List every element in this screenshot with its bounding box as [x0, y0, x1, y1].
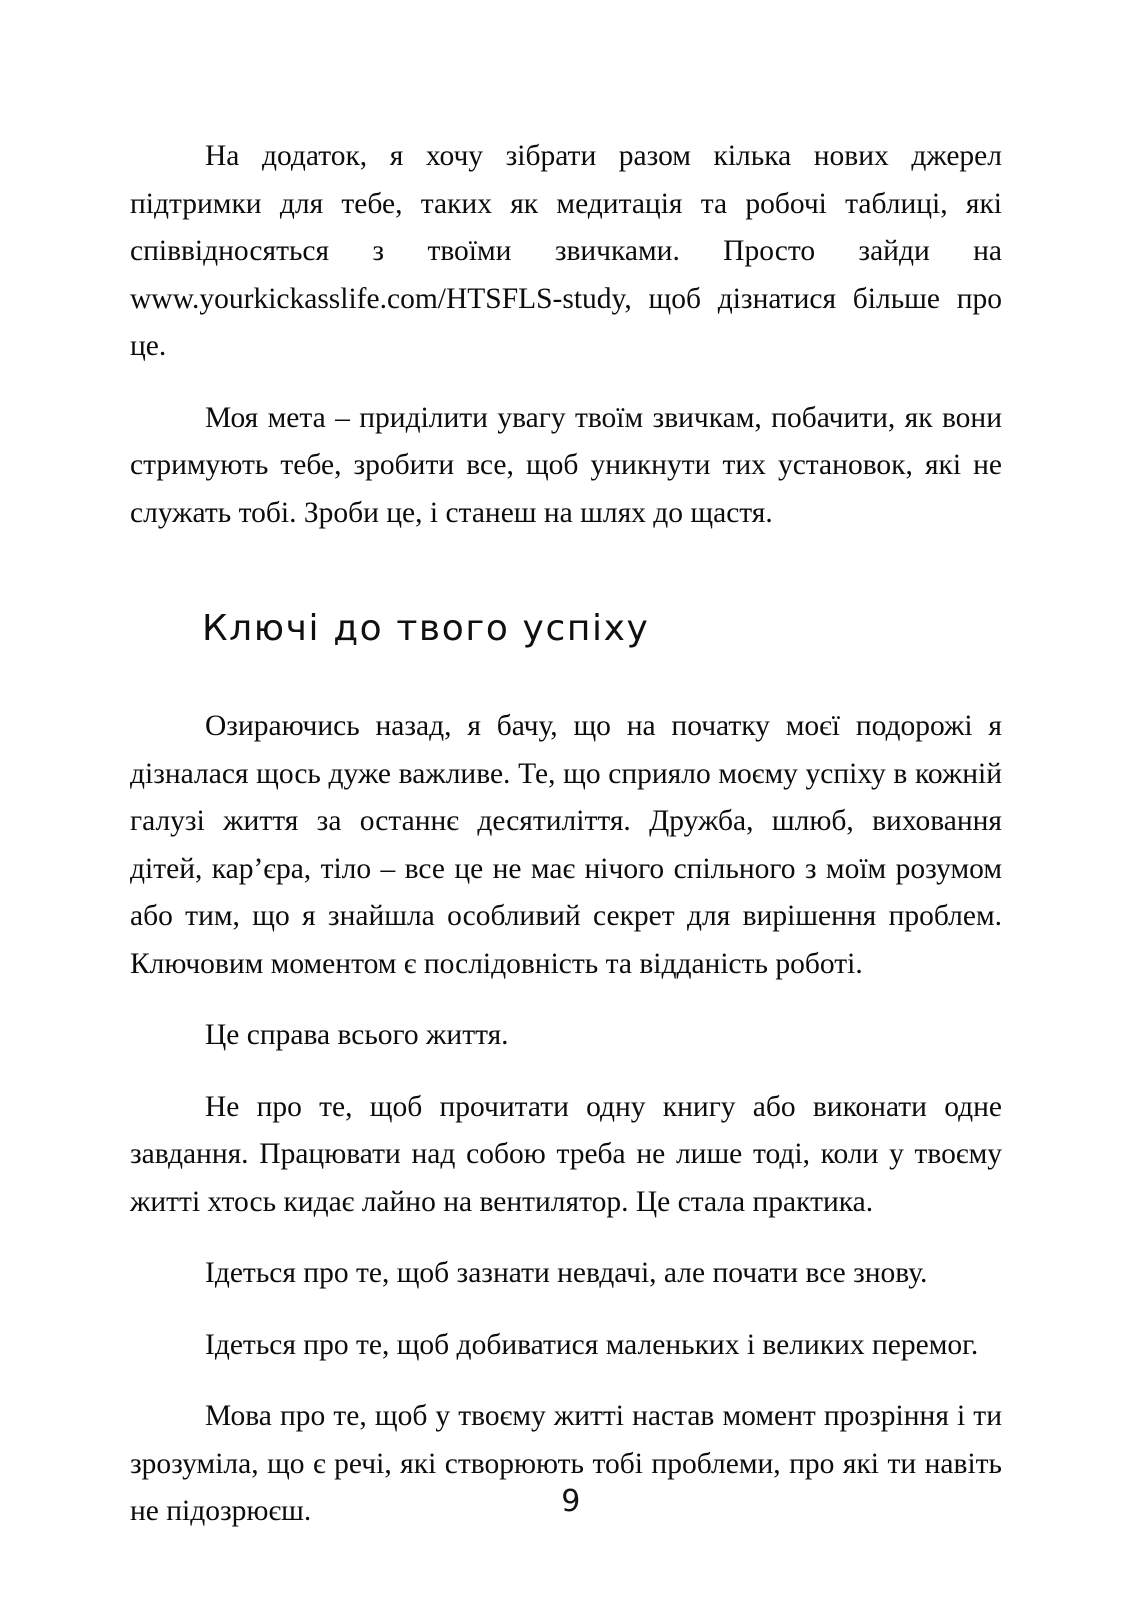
paragraph-my-goal: Моя мета – приділити увагу твоїм звичкам, побачити, як вони стримують тебе, зробити все, щоб уникнути тих установок, які не служать тобі. Зроби це, і станеш на шлях до щастя. — [130, 401, 1002, 529]
paragraph-looking-back: Озираючись назад, я бачу, що на початку моєї подорожі я дізналася щось дуже важливе. Те, що сприяло моєму успіху в кожній галузі життя за останнє десятиліття. Дружба, шлюб, виховання дітей, кар’єра, тіло – все це не має нічого спільного з моїм розумом або тим, що я знайшла особливий секрет для вирішення проблем. Ключовим моментом є послідовність та відданість роботі. — [130, 710, 1002, 980]
page-text-block — [130, 133, 1002, 1536]
paragraph-lifes-work: Це справа всього життя. — [205, 1019, 509, 1051]
paragraph-about-failing: Ідеться про те, щоб зазнати невдачі, але почати все знову. — [205, 1257, 928, 1289]
paragraph-not-one-book: Не про те, щоб прочитати одну книгу або виконати одне завдання. Працювати над собою треба не лише тоді, коли у твоєму житті хтось кидає лайно на вентилятор. Це стала практика. — [130, 1090, 1002, 1218]
page-number: 9 — [561, 1484, 581, 1519]
section-heading-keys-to-success: Ключі до твого успіху — [202, 608, 650, 649]
paragraph-about-insight: Мова про те, щоб у твоєму житті настав момент прозріння і ти зрозуміла, що є речі, які створюють тобі проблеми, про які ти навіть не підозрюєш. — [130, 1400, 1002, 1527]
paragraph-about-wins: Ідеться про те, щоб добиватися маленьких і великих перемог. — [205, 1328, 979, 1361]
paragraph-intro-resources: На додаток, я хочу зібрати разом кілька нових джерел підтримки для тебе, таких як медитація та робочі таблиці, які співвідносяться з твоїми звичками. Просто зайди на www.yourkickasslife.com/HTSFLS-study, щоб дізнатися більше про це. — [130, 140, 1002, 362]
